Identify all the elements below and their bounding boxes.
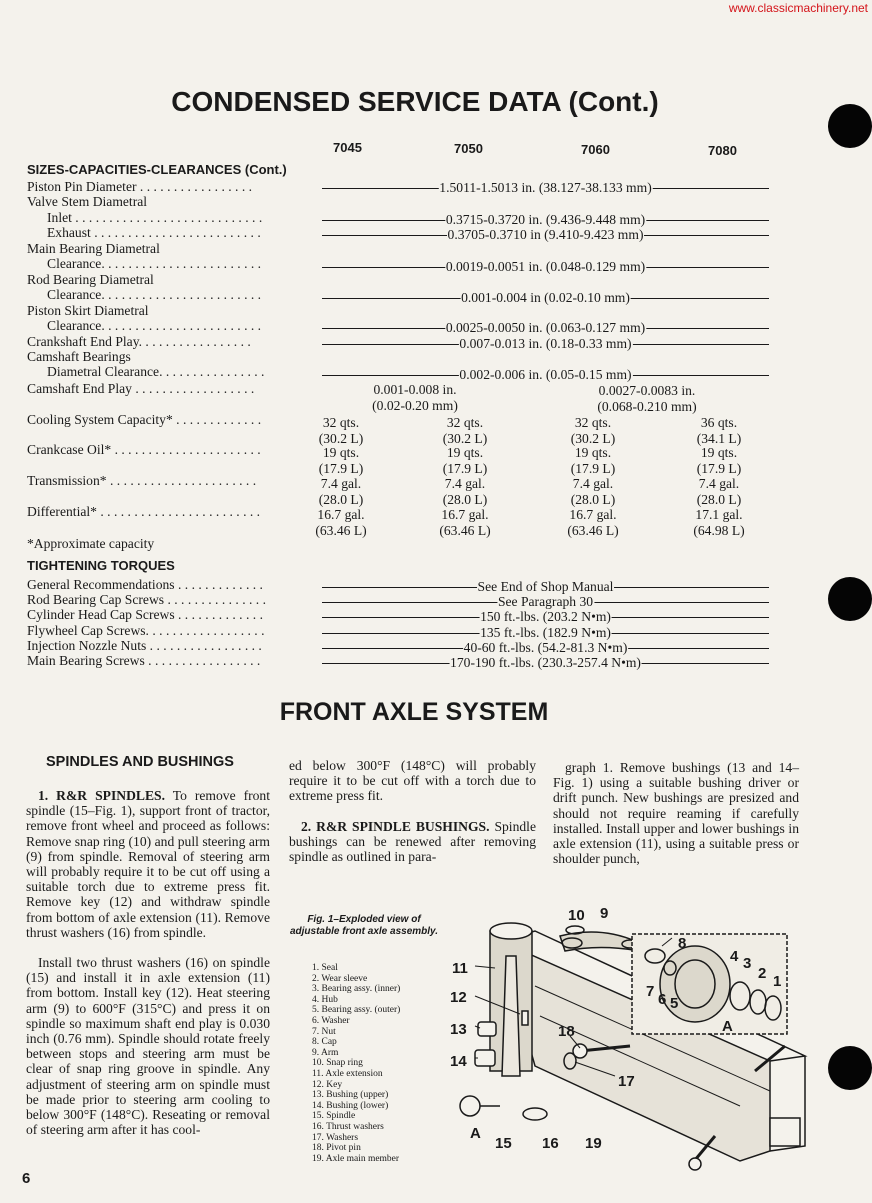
part-label-17: 17 xyxy=(618,1073,635,1090)
spec-value-line xyxy=(322,336,769,351)
spec-label-indent: Inlet . . . . . . . . . . . . . . . . . . . . . . . . . . . . xyxy=(47,210,263,225)
torque-label: General Recommendations . . . . . . . . . . . . . xyxy=(27,577,263,592)
spec-label: Valve Stem Diametral xyxy=(27,194,148,209)
cap-7060: 7.4 gal. (28.0 L) xyxy=(570,476,616,507)
spec-value: 1.5011-1.5013 in. (38.127-38.133 mm) xyxy=(439,180,652,195)
cap-7080: 19 qts. (17.9 L) xyxy=(696,445,742,476)
binder-hole xyxy=(828,104,872,148)
part-label-9: 9 xyxy=(600,905,609,922)
part-label-6: 6 xyxy=(658,991,667,1008)
torque-label: Injection Nozzle Nuts . . . . . . . . . . . . . . . . . xyxy=(27,638,262,653)
part-label-A: A xyxy=(722,1018,733,1035)
spec-value: 0.3705-0.3710 in (9.410-9.423 mm) xyxy=(447,227,644,242)
legend-item: 12. Key xyxy=(312,1079,343,1090)
cap-7045: 16.7 gal. (63.46 L) xyxy=(315,507,367,538)
cam-end-a: 0.001-0.008 in. (0.02-0.20 mm) xyxy=(372,382,458,413)
spec-label: Main Bearing Diametral xyxy=(27,241,160,256)
cap-7060: 19 qts. (17.9 L) xyxy=(570,445,616,476)
legend-item: 14. Bushing (lower) xyxy=(312,1100,389,1111)
cap-7080: 7.4 gal. (28.0 L) xyxy=(696,476,742,507)
page-title: CONDENSED SERVICE DATA (Cont.) xyxy=(171,86,659,117)
cap-7060: 32 qts. (30.2 L) xyxy=(570,415,616,446)
legend-item: 5. Bearing assy. (outer) xyxy=(312,1005,401,1016)
spec-value-line xyxy=(322,320,769,335)
torque-value-line xyxy=(322,625,769,640)
spec-label: Crankshaft End Play. . . . . . . . . . . . . . . . . xyxy=(27,334,251,349)
cap-7080: 36 qts. (34.1 L) xyxy=(696,415,742,446)
cap-7050: 7.4 gal. (28.0 L) xyxy=(442,476,488,507)
paragraph-1b: Install two thrust washers (16) on spindle (15) and install it in axle extension (11) from bottom. Install key (12). Heat steering arm (9) to 600°F (315°C) and press it on spindle so maximum shaft end play is 0.030 inch (0.76 mm). Spindle should rotate freely between stops and steering arm must be clear of snap ring groove in spindle. Any adjustment of steering arm on spindle must be made prior to steering arm cooling to below 300°F (148°C). Reseating or removal of steering arm after it has cool- xyxy=(26,955,270,1138)
spec-label: Piston Pin Diameter . . . . . . . . . . . . . . . . . xyxy=(27,179,253,194)
torque-value: See Paragraph 30 xyxy=(497,594,594,609)
torque-label: Flywheel Cap Screws. . . . . . . . . . . . . . . . . . xyxy=(27,623,265,638)
spec-label-indent: Clearance. . . . . . . . . . . . . . . . . . . . . . . . xyxy=(47,287,262,302)
model-7050: 7050 xyxy=(454,141,483,156)
torque-value: 40-60 ft.-lbs. (54.2-81.3 N•m) xyxy=(463,640,628,655)
subsection-title: SPINDLES AND BUSHINGS xyxy=(46,754,234,770)
cap-7050: 19 qts. (17.9 L) xyxy=(442,445,488,476)
spec-label: Crankcase Oil* . . . . . . . . . . . . . . . . . . . . . . xyxy=(27,442,261,457)
legend-item: 15. Spindle xyxy=(312,1111,356,1122)
model-7045: 7045 xyxy=(333,140,362,155)
spec-value-line xyxy=(322,367,769,382)
torque-value-line xyxy=(322,640,769,655)
torque-value-line xyxy=(322,579,769,594)
spec-value: 0.002-0.006 in. (0.05-0.15 mm) xyxy=(459,367,632,382)
legend-item: 7. Nut xyxy=(312,1026,336,1037)
legend-item: 13. Bushing (upper) xyxy=(312,1090,389,1101)
spec-label: Rod Bearing Diametral xyxy=(27,272,154,287)
spec-value-line xyxy=(322,259,769,274)
part-label-4: 4 xyxy=(730,948,739,965)
part-label-13: 13 xyxy=(450,1021,467,1038)
legend-item: 3. Bearing assy. (inner) xyxy=(312,984,401,995)
cap-7045: 7.4 gal. (28.0 L) xyxy=(318,476,364,507)
torque-value: See End of Shop Manual xyxy=(477,579,614,594)
spec-value: 0.3715-0.3720 in. (9.436-9.448 mm) xyxy=(445,212,646,227)
part-label-5: 5 xyxy=(670,995,679,1012)
figure-caption: Fig. 1–Exploded view of adjustable front axle assembly. xyxy=(289,914,439,937)
torque-value-line xyxy=(322,609,769,624)
part-label-15: 15 xyxy=(495,1135,512,1152)
spec-label: Camshaft End Play . . . . . . . . . . . . . . . . . . xyxy=(27,381,255,396)
part-label-11: 11 xyxy=(452,960,468,977)
legend-item: 6. Washer xyxy=(312,1015,350,1026)
legend-item: 18. Pivot pin xyxy=(312,1143,361,1154)
spec-value: 0.007-0.013 in. (0.18-0.33 mm) xyxy=(459,336,632,351)
spec-value-line xyxy=(322,290,769,305)
spec-label-indent: Exhaust . . . . . . . . . . . . . . . . . . . . . . . . . xyxy=(47,225,261,240)
part-label-7: 7 xyxy=(646,983,655,1000)
model-7060: 7060 xyxy=(581,142,610,157)
torque-label: Rod Bearing Cap Screws . . . . . . . . . . . . . . . xyxy=(27,592,266,607)
torque-label: Main Bearing Screws . . . . . . . . . . . . . . . . . xyxy=(27,653,261,668)
cap-7045: 32 qts. (30.2 L) xyxy=(318,415,364,446)
part-label-16: 16 xyxy=(542,1135,559,1152)
exploded-view-drawing xyxy=(440,896,810,1186)
legend-item: 19. Axle main member xyxy=(312,1153,400,1164)
legend-item: 4. Hub xyxy=(312,994,338,1005)
cam-end-b: 0.0027-0.0083 in. (0.068-0.210 mm) xyxy=(597,383,697,414)
spec-label: Cooling System Capacity* . . . . . . . . . . . . . xyxy=(27,412,262,427)
paragraph-1: 1. R&R SPINDLES. To remove front spindle (15–Fig. 1), support front of tractor, remove front wheel and proceed as follows: Remove snap ring (10) and pull steering arm (9) from spindle. Removal of steering arm will probably require it to be cut off using a suitable torch due to extreme press fit. Remove key (12) and withdraw spindle from bottom of axle extension (11). Remove thrust washers (16) from spindle. xyxy=(26,788,270,940)
legend-item: 1. Seal xyxy=(312,963,338,973)
spec-label: Differential* . . . . . . . . . . . . . . . . . . . . . . . . xyxy=(27,504,261,519)
part-label-14: 14 xyxy=(450,1053,467,1070)
spec-value: 0.0025-0.0050 in. (0.063-0.127 mm) xyxy=(445,320,646,335)
approx-note: *Approximate capacity xyxy=(27,536,155,551)
spec-label: Piston Skirt Diametral xyxy=(27,303,149,318)
torque-label: Cylinder Head Cap Screws . . . . . . . . . . . . . xyxy=(27,607,263,622)
torque-value: 150 ft.-lbs. (203.2 N•m) xyxy=(480,609,611,624)
spec-label-indent: Clearance. . . . . . . . . . . . . . . . . . . . . . . . xyxy=(47,318,262,333)
part-label-8: 8 xyxy=(678,935,687,952)
cap-7060: 16.7 gal. (63.46 L) xyxy=(567,507,619,538)
legend-item: 16. Thrust washers xyxy=(312,1121,384,1132)
cap-7045: 19 qts. (17.9 L) xyxy=(318,445,364,476)
legend-item: 17. Washers xyxy=(312,1132,359,1143)
section-heading: TIGHTENING TORQUES xyxy=(27,558,175,573)
spec-label-indent: Diametral Clearance. . . . . . . . . . . . . . . . xyxy=(47,364,265,379)
model-7080: 7080 xyxy=(708,143,737,158)
cap-7050: 16.7 gal. (63.46 L) xyxy=(439,507,491,538)
watermark[interactable]: www.classicmachinery.net xyxy=(728,1,868,15)
cap-7080: 17.1 gal. (64.98 L) xyxy=(693,507,745,538)
part-label-19: 19 xyxy=(585,1135,602,1152)
spec-label-indent: Clearance. . . . . . . . . . . . . . . . . . . . . . . . xyxy=(47,256,262,271)
spec-value: 0.001-0.004 in (0.02-0.10 mm) xyxy=(461,290,630,305)
part-label-3: 3 xyxy=(743,955,752,972)
torque-value: 135 ft.-lbs. (182.9 N•m) xyxy=(480,625,611,640)
cap-7050: 32 qts. (30.2 L) xyxy=(442,415,488,446)
legend-item: 2. Wear sleeve xyxy=(312,973,368,984)
torque-value: 170-190 ft.-lbs. (230.3-257.4 N•m) xyxy=(450,655,641,670)
paragraph-2: 2. R&R SPINDLE BUSHINGS. Spindle bushings can be renewed after removing spindle as outlined in para- xyxy=(289,819,536,865)
part-label-A-bolt: A xyxy=(470,1125,481,1142)
part-label-2: 2 xyxy=(758,965,767,982)
legend-item: 8. Cap xyxy=(312,1037,337,1048)
page-number: 6 xyxy=(22,1170,31,1187)
binder-hole xyxy=(828,1046,872,1090)
section-heading: SIZES-CAPACITIES-CLEARANCES (Cont.) xyxy=(27,162,287,177)
paragraph-col2: ed below 300°F (148°C) will probably require it to be cut off with a torch due to extreme press fit. xyxy=(289,758,536,804)
part-label-10: 10 xyxy=(568,907,585,924)
legend-item: 9. Arm xyxy=(312,1047,339,1058)
spec-value-line xyxy=(322,180,769,195)
spec-label: Transmission* . . . . . . . . . . . . . . . . . . . . . . xyxy=(27,473,257,488)
spec-value: 0.0019-0.0051 in. (0.048-0.129 mm) xyxy=(445,259,646,274)
part-label-1: 1 xyxy=(773,973,782,990)
torque-value-line xyxy=(322,655,769,670)
section-title: FRONT AXLE SYSTEM xyxy=(279,698,549,726)
paragraph-col3: graph 1. Remove bushings (13 and 14–Fig. 1) using a suitable bushing driver or drift punch. New bushings are presized and should not require reaming if carefully installed. Install upper and lower bushings in axle extension (11), using a suitable press or shoulder punch, xyxy=(553,760,799,867)
torque-value-line xyxy=(322,594,769,609)
part-label-18: 18 xyxy=(558,1023,575,1040)
spec-label: Camshaft Bearings xyxy=(27,349,131,364)
binder-hole xyxy=(828,577,872,621)
spec-value-line xyxy=(322,227,769,242)
figure-legend xyxy=(312,963,400,1164)
spec-value-line xyxy=(322,212,769,227)
part-label-12: 12 xyxy=(450,989,467,1006)
legend-item: 11. Axle extension xyxy=(312,1068,383,1079)
legend-item: 10. Snap ring xyxy=(312,1058,363,1069)
